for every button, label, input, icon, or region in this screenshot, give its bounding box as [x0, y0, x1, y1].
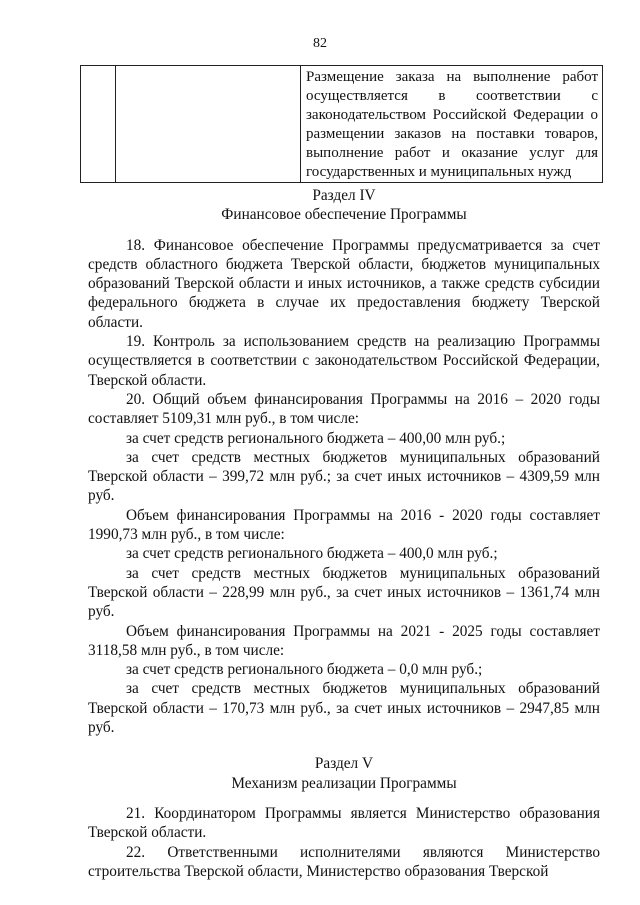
funding-regional-2021-2025: за счет средств регионального бюджета – 0,0 млн руб.; — [126, 661, 483, 679]
funding-regional-2016-2020: за счет средств регионального бюджета – 400,00 млн руб.; — [126, 429, 506, 447]
page-number: 82 — [313, 36, 327, 51]
section-5-heading — [88, 754, 600, 793]
section-4-subtitle: Финансовое обеспечение Программы — [221, 206, 467, 224]
section-4-title: Раздел IV — [312, 187, 376, 204]
funding-local-2021-2025: за счет средств местных бюджетов муниципальных образований Тверской области – 170,73 млн руб., за счет иных источников – 2947,85 млн руб. — [88, 680, 600, 737]
table-cell-empty-2 — [116, 66, 301, 183]
funding-total-2021-2025: Объем финансирования Программы на 2021 - 2025 годы составляет 3118,58 млн руб., в том числе: — [88, 622, 600, 659]
paragraph-20: 20. Общий объем финансирования Программы на 2016 – 2020 годы составляет 5109,31 млн руб., в том числе: — [88, 390, 600, 428]
continuation-table — [80, 65, 603, 183]
paragraph-19: 19. Контроль за использованием средств на реализацию Программы осуществляется в соответствии с законодательством Российской Федерации, Тверской области. — [88, 333, 600, 389]
table-cell-empty-1 — [81, 66, 116, 183]
section-5-title: Раздел V — [314, 755, 374, 773]
section-4-heading — [88, 186, 600, 225]
funding-regional-2016-2020-b: за счет средств регионального бюджета – 400,0 млн руб.; — [126, 545, 498, 563]
paragraph-21: 21. Координатором Программы является Министерство образования Тверской области. — [88, 804, 600, 842]
table-row — [81, 66, 603, 183]
section-5-subtitle: Механизм реализации Программы — [231, 774, 457, 792]
funding-local-2016-2020-b: за счет средств местных бюджетов муниципальных образований Тверской области – 228,99 млн руб., за счет иных источников – 1361,74 млн руб. — [88, 564, 600, 621]
funding-local-2016-2020: за счет средств местных бюджетов муниципальных образований Тверской области – 399,72 млн руб.; за счет иных источников – 4309,59 млн руб. — [88, 448, 600, 505]
funding-total-2016-2020: Объем финансирования Программы на 2016 - 2020 годы составляет 1990,73 млн руб., в том числе: — [88, 506, 600, 544]
table-cell-text: Размещение заказа на выполнение работ осуществляется в соответствии с законодательством Российской Федерации о размещении заказов на поставки товаров, выполнение работ и оказание услуг для государственных и муниципальных нужд — [301, 66, 603, 183]
paragraph-18: 18. Финансовое обеспечение Программы предусматривается за счет средств областного бюджета Тверской области, бюджетов муниципальных образований Тверской области и иных источников, а также средств субсидии федерального бюджета в случае их предоставления бюджету Тверской области. — [88, 236, 600, 331]
paragraph-22: 22. Ответственными исполнителями являются Министерство строительства Тверской области, Министерство образования Тверской — [88, 843, 600, 880]
document-body — [88, 186, 600, 881]
